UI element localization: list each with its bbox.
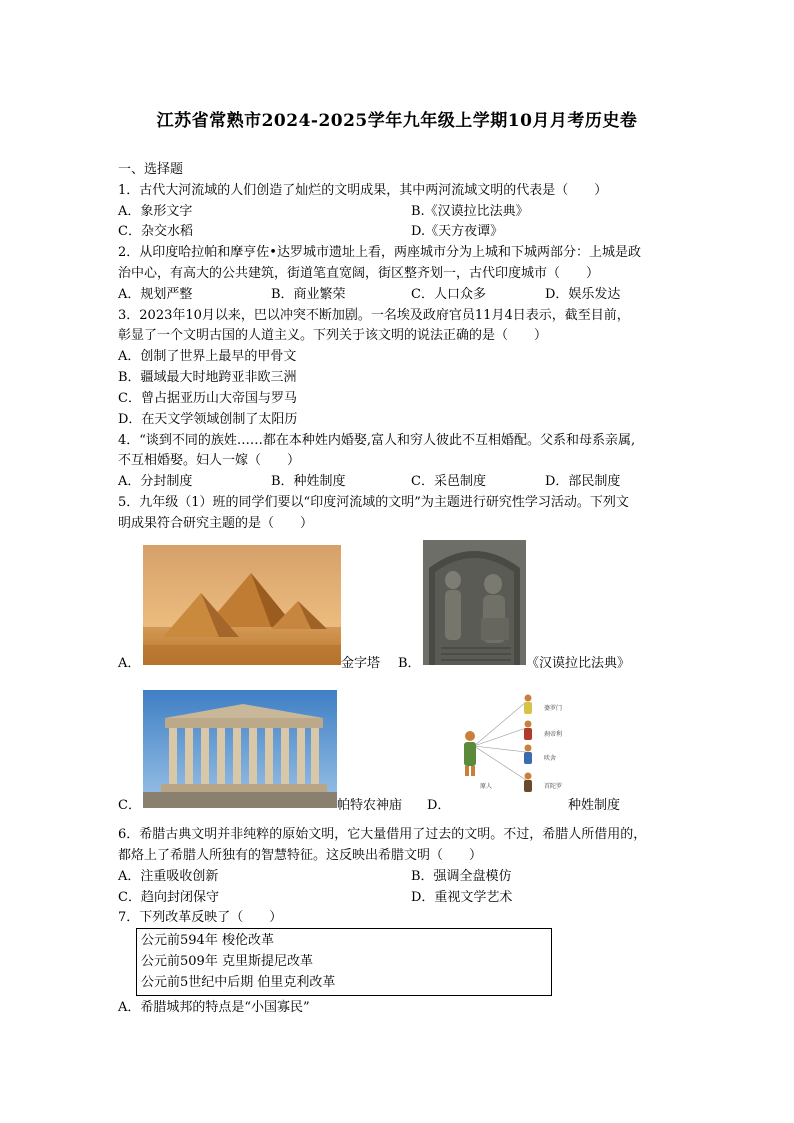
reform-timeline-box — [136, 928, 552, 996]
parthenon-image — [143, 690, 337, 808]
q2-option-c: C．人口众多 — [411, 287, 486, 302]
q5-option-a-caption: 金字塔 — [341, 656, 381, 671]
caste-system-diagram — [452, 688, 568, 806]
question-2-stem-line2: 治中心，有高大的公共建筑，街道笔直宽阔，街区整齐划一，古代印度城市（ ） — [118, 266, 600, 281]
q7-option-a: A．希腊城邦的特点是“小国寡民” — [118, 1000, 310, 1015]
q2-option-d: D．娱乐发达 — [545, 287, 621, 302]
q5-option-b-letter: B． — [398, 656, 421, 671]
question-5-stem-line2: 明成果符合研究主题的是（ ） — [118, 516, 314, 531]
section-heading: 一、选择题 — [118, 162, 184, 177]
caste-label-vaishya: 吠舍 — [544, 755, 557, 762]
reform-row-1: 公元前594年 梭伦改革 — [141, 933, 274, 948]
q1-option-b: B.《汉谟拉比法典》 — [411, 204, 529, 219]
question-4-stem-line2: 不互相婚娶。妇人一嫁（ ） — [118, 453, 301, 468]
page-title: 江苏省常熟市2024-2025学年九年级上学期10月月考历史卷 — [156, 111, 638, 131]
q3-option-b: B．疆域最大时地跨亚非欧三洲 — [118, 370, 297, 385]
question-5-stem-line1: 5．九年级（1）班的同学们要以“印度河流域的文明”为主题进行研究性学习活动。下列文 — [118, 495, 629, 510]
q6-option-a: A．注重吸收创新 — [118, 869, 219, 884]
question-3-stem-line2: 彰显了一个文明古国的人道主义。下列关于该文明的说法正确的是（ ） — [118, 328, 548, 343]
q5-option-c-letter: C． — [118, 798, 141, 813]
question-7-stem: 7．下列改革反映了（ ） — [118, 910, 283, 925]
question-1-stem: 1．古代大河流域的人们创造了灿烂的文明成果，其中两河流域文明的代表是（ ） — [118, 183, 608, 198]
question-4-stem-line1: 4．“谈到不同的族姓……都在本种姓内婚娶,富人和穷人彼此不互相婚配。父系和母系亲属, — [118, 433, 636, 448]
q3-option-d: D．在天文学领域创制了太阳历 — [118, 412, 298, 427]
q6-option-c: C．趋向封闭保守 — [118, 890, 219, 905]
caste-label-shudra: 首陀罗 — [544, 783, 563, 790]
caste-label-kshatriya: 刹帝利 — [544, 731, 563, 738]
q1-option-c: C．杂交水稻 — [118, 224, 193, 239]
q6-option-d: D．重视文学艺术 — [411, 890, 513, 905]
q3-option-c: C．曾占据亚历山大帝国与罗马 — [118, 391, 297, 406]
q4-option-c: C．采邑制度 — [411, 474, 486, 489]
q4-option-d: D．部民制度 — [545, 474, 621, 489]
caste-label-purusha: 原人 — [480, 783, 493, 790]
question-6-stem-line1: 6．希腊古典文明并非纯粹的原始文明，它大量借用了过去的文明。不过，希腊人所借用的， — [118, 827, 647, 842]
q2-option-a: A．规划严整 — [118, 287, 193, 302]
q5-option-a-letter: A． — [118, 656, 141, 671]
reform-row-2: 公元前509年 克里斯提尼改革 — [141, 954, 313, 969]
q1-option-d: D.《天方夜谭》 — [411, 224, 504, 239]
q5-option-b-caption: 《汉谟拉比法典》 — [526, 656, 631, 671]
question-6-stem-line2: 都烙上了希腊人所独有的智慧特征。这反映出希腊文明（ ） — [118, 848, 483, 863]
q2-option-b: B．商业繁荣 — [271, 287, 346, 302]
reform-row-3: 公元前5世纪中后期 伯里克利改革 — [141, 975, 336, 990]
q5-option-c-caption: 帕特农神庙 — [337, 798, 403, 813]
q6-option-b: B．强调全盘模仿 — [411, 869, 512, 884]
question-2-stem-line1: 2．从印度哈拉帕和摩亨佐•达罗城市遗址上看，两座城市分为上城和下城两部分：上城是政 — [118, 245, 641, 260]
hammurabi-stele-image — [423, 540, 526, 665]
q4-option-a: A．分封制度 — [118, 474, 193, 489]
pyramids-image — [143, 545, 341, 665]
q4-option-b: B．种姓制度 — [271, 474, 346, 489]
q5-option-d-caption: 种姓制度 — [568, 798, 621, 813]
caste-label-brahmin: 婆罗门 — [544, 705, 563, 712]
q1-option-a: A．象形文字 — [118, 204, 193, 219]
q5-option-d-letter: D． — [427, 798, 451, 813]
q3-option-a: A．创制了世界上最早的甲骨文 — [118, 349, 297, 364]
question-3-stem-line1: 3．2023年10月以来，巴以冲突不断加剧。一名埃及政府官员11月4日表示，截至目前， — [118, 308, 630, 323]
